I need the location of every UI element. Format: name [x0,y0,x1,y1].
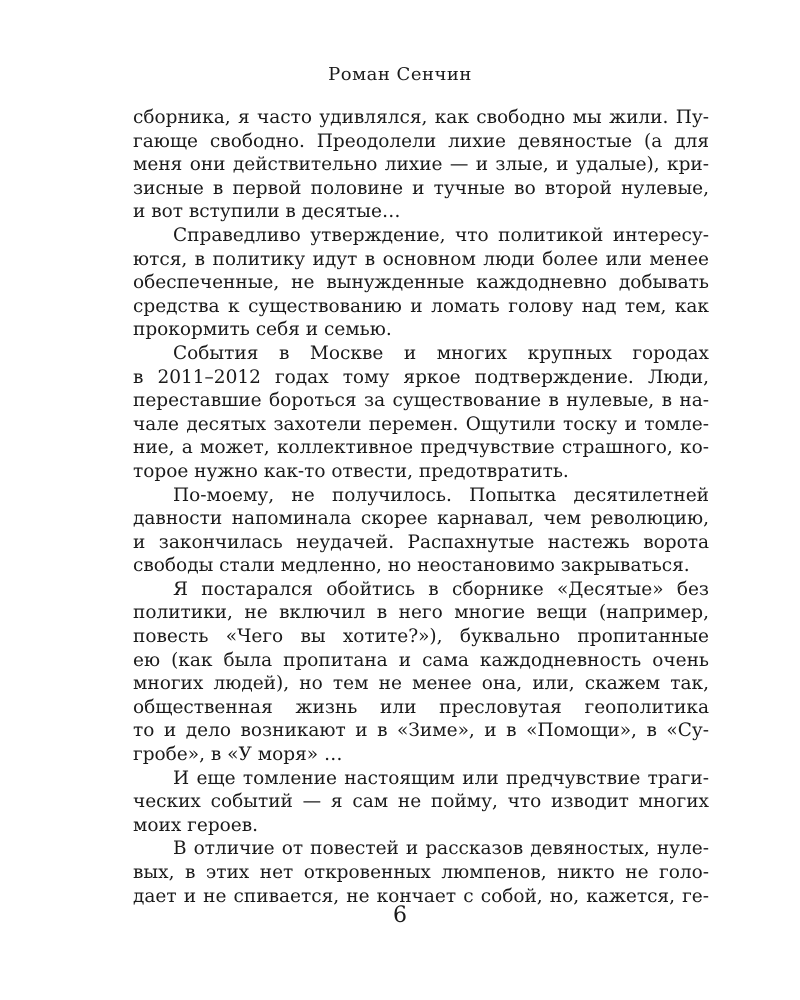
running-head-author: Роман Сенчин [328,64,472,85]
text-line: гробе», в «У моря» … [133,744,343,766]
text-line: многих людей), но тем не менее она, или, скажем так, [133,673,709,695]
body-text [133,106,709,908]
text-line: вых, в этих нет откровенных люмпенов, никто не голо- [133,862,709,883]
text-line: Справедливо утверждение, что политикой интересу- [173,224,709,246]
text-line: События в Москве и многих крупных городах [173,342,709,364]
text-line: политики, не включил в него многие вещи (например, [133,602,709,624]
text-line: повесть «Чего вы хотите?»), буквально пропитанные [133,626,709,648]
text-line: и вот вступили в десятые… [133,201,401,223]
text-line: торое нужно как-то отвести, предотвратить. [133,460,569,482]
text-line: свободы стали медленно, но неостановимо закрываться. [133,555,690,577]
text-line: чале десятых захотели перемен. Ощутили тоску и томле- [133,413,709,435]
text-line: В отличие от повестей и рассказов девяностых, нуле- [173,838,709,860]
text-line: давности напоминала скорее карнавал, чем революцию, [133,508,709,530]
text-line: прокормить себя и семью. [133,319,392,341]
text-line: меня они действительно лихие — и злые, и удалые), кри- [133,154,709,176]
page-number: 6 [393,903,407,928]
text-line: средства к существованию и ломать голову над тем, как [133,295,709,317]
text-line: ются, в политику идут в основном люди более или менее [133,248,709,270]
text-line: и закончилась неудачей. Распахнутые настежь ворота [133,531,709,553]
text-line: По-моему, не получилось. Попытка десятилетней [173,484,709,506]
text-line: общественная жизнь или пресловутая геополитика [133,696,709,718]
text-line: обеспеченные, не вынужденные каждодневно добывать [133,272,709,294]
text-line: ею (как была пропитана и сама каждодневность очень [133,649,709,671]
text-line: И еще томление настоящим или предчувствие траги- [173,767,709,789]
text-line: Я постарался обойтись в сборнике «Десятые» без [173,578,709,600]
text-line: зисные в первой половине и тучные во второй нулевые, [133,177,709,199]
text-line: в 2011–2012 годах тому яркое подтверждение. Люди, [133,366,709,388]
text-line: моих героев. [133,814,259,836]
text-line: сборника, я часто удивлялся, как свободно мы жили. Пу- [133,107,709,128]
text-line: то и дело возникают и в «Зиме», и в «Помощи», в «Су- [133,720,709,742]
text-line: ческих событий — я сам не пойму, что изводит многих [133,791,709,813]
text-line: дает и не спивается, не кончает с собой, но, кажется, ге- [133,885,709,907]
text-line: гающе свободно. Преодолели лихие девяностые (а для [133,130,709,152]
text-line: ние, а может, коллективное предчувствие страшного, ко- [133,437,709,459]
text-line: переставшие бороться за существование в нулевые, в на- [133,390,709,412]
